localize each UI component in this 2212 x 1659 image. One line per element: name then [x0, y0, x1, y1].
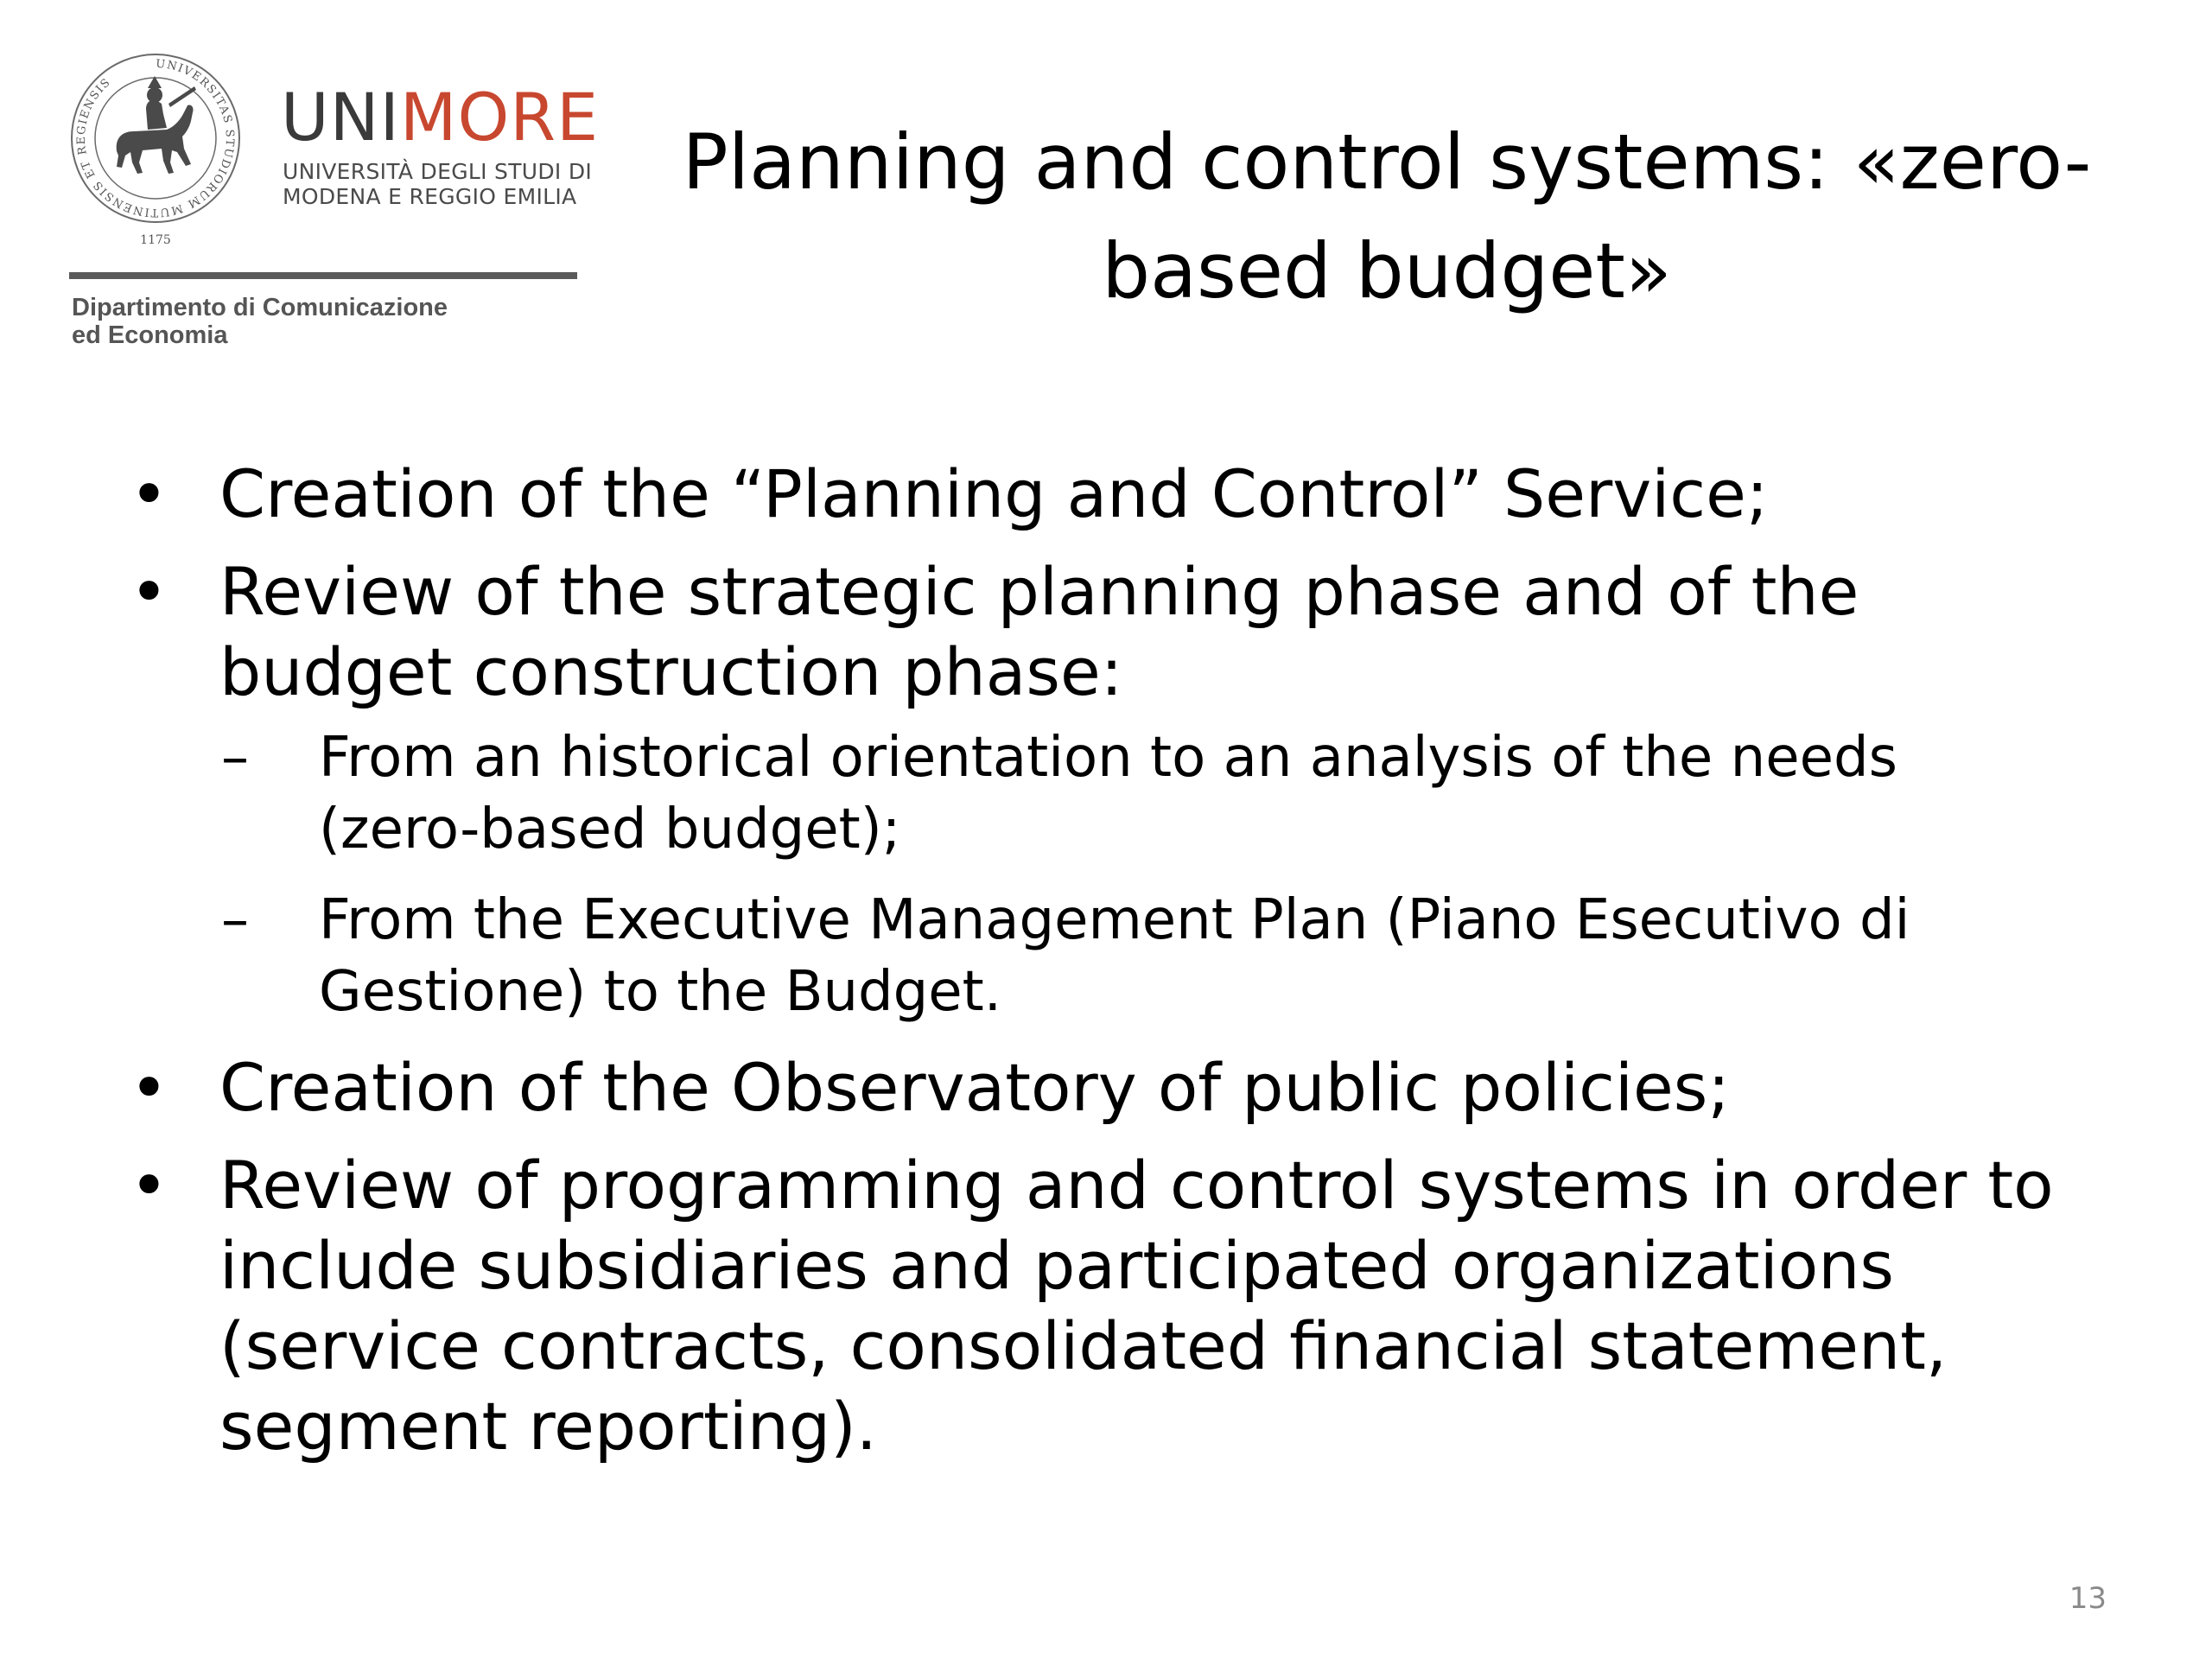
bullet-text: Creation of the “Planning and Control” Service;: [219, 455, 1769, 532]
bullet-marker: •: [130, 553, 168, 630]
bullet-list: [130, 454, 2074, 1484]
slide-title: [674, 108, 2100, 326]
bullet-marker: •: [130, 1147, 168, 1224]
sub-bullet-list: [219, 722, 2074, 1028]
unimore-wordmark: [281, 79, 600, 156]
university-name-line-2: MODENA E REGGIO EMILIA: [283, 184, 577, 209]
svg-text:UNIVERSITAS STUDIORUM MUTINENS: UNIVERSITAS STUDIORUM MUTINENSIS ET REGIENSIS: [74, 57, 237, 219]
bullet-text: Review of programming and control systems in order to include subsidiaries and participated organizations (service contracts, consolidated financial statement, segment reporting).: [219, 1147, 2054, 1465]
bullet-text: Creation of the Observatory of public policies;: [219, 1049, 1730, 1126]
logo-divider: [69, 272, 577, 279]
wordmark-uni: UNI: [281, 79, 400, 156]
department-line-2: ed Economia: [72, 321, 228, 349]
university-name-line-1: UNIVERSITÀ DEGLI STUDI DI: [283, 159, 593, 184]
bullet-item: [130, 551, 2074, 1028]
bullet-item: [130, 454, 2074, 534]
seal-year: 1175: [140, 233, 171, 247]
page-number: 13: [2069, 1581, 2107, 1616]
university-full-name: [283, 159, 592, 209]
bullet-marker: •: [130, 455, 168, 532]
sub-bullet-marker: –: [221, 726, 249, 790]
sub-bullet-text: From an historical orientation to an analysis of the needs (zero-based budget);: [319, 726, 1897, 861]
department-line-1: Dipartimento di Comunicazione: [72, 294, 448, 321]
wordmark-more: MORE: [399, 79, 600, 156]
title-line-1: Planning and control systems: «zero-: [682, 118, 2092, 207]
bullet-item: [130, 1047, 2074, 1128]
sub-bullet-item: [219, 885, 2074, 1028]
university-seal-icon: [65, 52, 246, 251]
title-line-2: based budget»: [1102, 226, 1672, 315]
bullet-text: Review of the strategic planning phase and of the budget construction phase:: [219, 553, 1859, 710]
bullet-item: [130, 1145, 2074, 1466]
sub-bullet-text: From the Executive Management Plan (Piano Esecutivo di Gestione) to the Budget.: [319, 888, 1910, 1024]
sub-bullet-marker: –: [221, 888, 249, 952]
department-name: [72, 294, 448, 349]
bullet-marker: •: [130, 1049, 168, 1126]
university-logo: [65, 52, 600, 363]
sub-bullet-item: [219, 722, 2074, 866]
